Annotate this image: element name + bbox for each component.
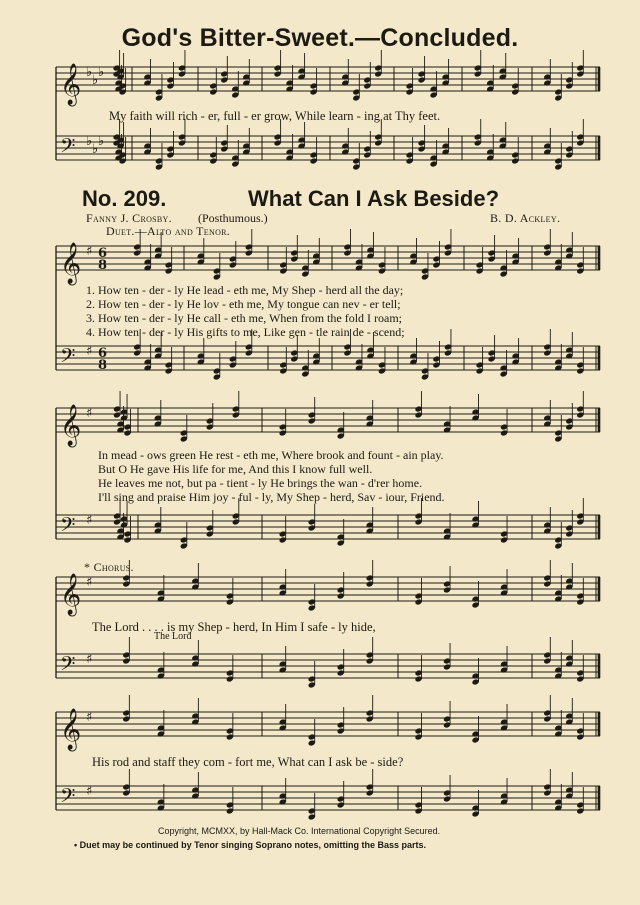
time-signature-digit: 8 xyxy=(98,358,108,373)
page-title: God's Bitter-Sweet.—Concluded. xyxy=(121,24,519,52)
chorus-label: * Chorus. xyxy=(84,560,134,574)
sharp-sign-icon: ♯ xyxy=(86,575,93,590)
time-signature-digit: 6 xyxy=(98,346,108,361)
copyright-notice: Copyright, MCMXX, by Hall-Mack Co. International Copyright Secured. xyxy=(158,826,441,836)
bass-clef-icon: 𝄢 xyxy=(60,134,76,162)
treble-clef-icon: 𝄞 xyxy=(60,709,82,750)
chorus-line-2: His rod and staff they com - fort me, What can I ask be - side? xyxy=(92,755,404,769)
bass-clef-icon: 𝄢 xyxy=(60,344,76,372)
footnote: • Duet may be continued by Tenor singing Soprano notes, omitting the Bass parts. xyxy=(74,840,427,850)
prev-hymn-lyric: My faith will rich - er, full - er grow, While learn - ing at Thy feet. xyxy=(109,109,441,123)
flat-sign-icon: ♭ xyxy=(92,142,99,157)
sharp-sign-icon: ♯ xyxy=(86,244,93,259)
part-direction: Duet.—Alto and Tenor. xyxy=(106,224,231,238)
sharp-sign-icon: ♯ xyxy=(86,652,93,667)
treble-clef-icon: 𝄞 xyxy=(60,405,82,446)
hymn-number: No. 209. xyxy=(82,186,167,211)
time-signature-digit: 6 xyxy=(98,246,108,261)
verse-1-line-2: In mead - ows green He rest - eth me, Where brook and fount - ain play. xyxy=(98,448,444,462)
time-signature-digit: 8 xyxy=(98,258,108,273)
chorus-echo: The Lord xyxy=(154,631,192,642)
sharp-sign-icon: ♯ xyxy=(86,710,93,725)
verse-2-line-1: 2. How ten - der - ly He lov - eth me, My tongue can nev - er tell; xyxy=(86,297,401,311)
verse-1-line-1: 1. How ten - der - ly He lead - eth me, My Shep - herd all the day; xyxy=(86,283,404,297)
bass-clef-icon: 𝄢 xyxy=(60,513,76,541)
bass-clef-icon: 𝄢 xyxy=(60,784,76,812)
sharp-sign-icon: ♯ xyxy=(86,344,93,359)
treble-clef-icon: 𝄞 xyxy=(60,574,82,615)
verse-4-line-2: I'll sing and praise Him joy - ful - ly, My Shep - herd, Sav - iour, Friend. xyxy=(98,490,445,504)
bass-clef-icon: 𝄢 xyxy=(60,652,76,680)
flat-sign-icon: ♭ xyxy=(92,73,99,88)
flat-sign-icon: ♭ xyxy=(98,134,105,149)
sharp-sign-icon: ♯ xyxy=(86,406,93,421)
treble-clef-icon: 𝄞 xyxy=(60,243,82,284)
hymn-composer: B. D. Ackley. xyxy=(490,211,561,225)
hymn-author-note: (Posthumous.) xyxy=(198,211,268,225)
flat-sign-icon: ♭ xyxy=(98,65,105,80)
verse-2-line-2: But O He gave His life for me, And this I know full well. xyxy=(98,462,373,476)
sharp-sign-icon: ♯ xyxy=(86,513,93,528)
verse-3-line-1: 3. How ten - der - ly He call - eth me, When from the fold I roam; xyxy=(86,311,403,325)
flat-sign-icon: ♭ xyxy=(86,65,93,80)
sharp-sign-icon: ♯ xyxy=(86,784,93,799)
treble-clef-icon: 𝄞 xyxy=(60,64,82,105)
verse-4-line-1: 4. How ten - der - ly His gifts to me, Like gen - tle rain de - scend; xyxy=(86,325,405,339)
flat-sign-icon: ♭ xyxy=(86,134,93,149)
hymn-title: What Can I Ask Beside? xyxy=(248,186,500,211)
hymn-author: Fanny J. Crosby. xyxy=(86,211,172,225)
chorus-line-1: The Lord . . . . is my Shep - herd, In Him I safe - ly hide, xyxy=(92,620,376,634)
verse-3-line-2: He leaves me not, but pa - tient - ly He brings the wan - d'rer home. xyxy=(98,476,423,490)
